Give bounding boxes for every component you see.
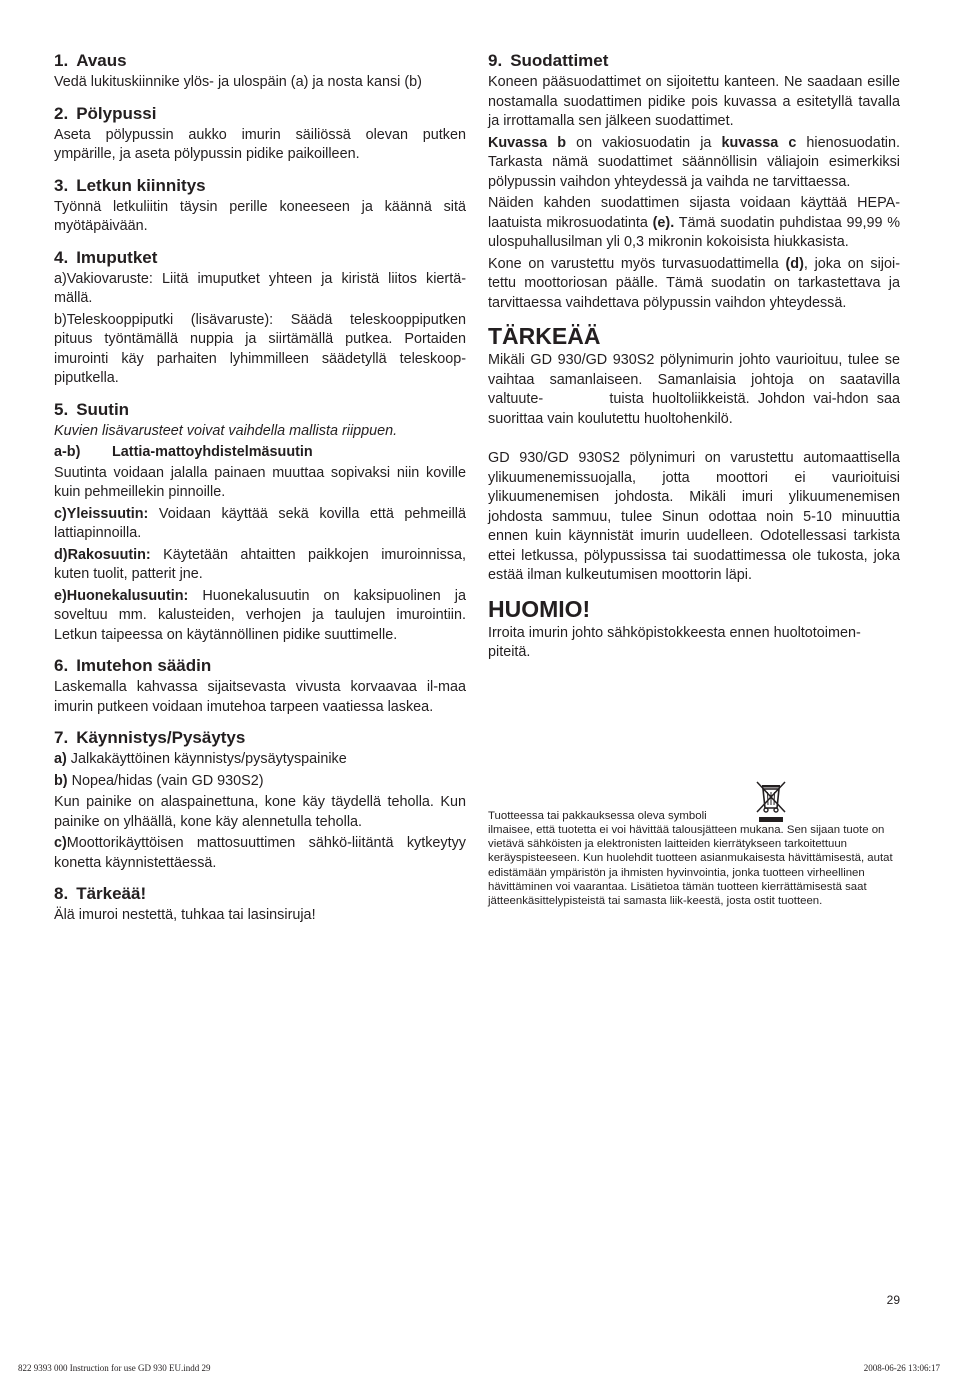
section-text: b)Teleskooppiputki (lisävaruste): Säädä teleskooppiputken pituus työntämällä nuppia ja siirtämällä putkea. Portaiden imurointi käy parhaiten lyhimmilleen säädetyllä teleskoop-piputkella. bbox=[54, 311, 466, 386]
footer-timestamp: 2008-06-26 13:06:17 bbox=[863, 1363, 940, 1373]
section-title: Pölypussi bbox=[76, 103, 157, 123]
section-title: Imutehon säädin bbox=[76, 656, 212, 675]
item-label: c)Yleissuutin: bbox=[54, 505, 149, 522]
left-column bbox=[54, 50, 466, 936]
item-label: d)Rakosuutin: bbox=[54, 546, 151, 563]
section-polypussi bbox=[54, 103, 466, 165]
section-number: 3. bbox=[54, 175, 69, 195]
section-title: Tärkeää! bbox=[76, 884, 147, 903]
huomio-heading: HUOMIO! bbox=[488, 595, 591, 622]
page-number: 29 bbox=[886, 1293, 900, 1307]
section-text: Työnnä letkuliitin täysin perille koneeseen ja käännä sitä myötäpäivään. bbox=[54, 198, 466, 234]
paragraph-text: on vakiosuodatin ja bbox=[566, 134, 722, 151]
important-heading: TÄRKEÄÄ bbox=[488, 323, 601, 349]
section-heading bbox=[488, 50, 900, 71]
section-text: Älä imuroi nestettä, tuhkaa tai lasinsiruja! bbox=[54, 907, 316, 923]
section-kaynnistys bbox=[54, 727, 466, 873]
section-letkun-kiinnitys bbox=[54, 175, 466, 237]
recycling-text: ilmaisee, että tuotetta ei voi hävittää talousjätteen mukana. Sen sijaan tuote on vietävä sähköisten ja elektronisten laitteiden kierrätykseen tarkoitettuun keräyspisteeseen. Kun huolehdit tuotteen asianmukaisesta hävittämisestä, autat edistämään ympäristön ja ihmisten hyvinvointia, jonka tuotteen virheellinen hävittäminen voi vaarantaa. Lisätietoa tämän tuotteen kierrättämisestä saat jätteenkäsittelypisteistä tai samasta liik-keestä, josta ostit tuotteen. bbox=[488, 823, 893, 908]
recycling-notice bbox=[488, 809, 900, 909]
item-text: Moottorikäyttöisen mattosuuttimen sähkö-liitäntä kytkeytyy konetta käynnistettäessä. bbox=[54, 835, 466, 871]
paragraph-text: hienosuodatin. Tarkasta nämä suodattimet säännöllisin väliajoin esimerkiksi pölypussin vaihdon yhteydessä ja vaihda ne tarvittaessa. bbox=[488, 134, 901, 190]
accessory-note: Kuvien lisävarusteet voivat vaihdella mallista riippuen. bbox=[54, 422, 398, 439]
section-number: 5. bbox=[54, 399, 69, 419]
section-heading bbox=[54, 655, 466, 676]
section-heading bbox=[54, 883, 466, 904]
paragraph-text: , joka on sijoi-tettu moottoriosan päälle. Tämä suodatin on tarkastettava ja tarvittaessa vaihdettava pölypussin vaihdon yhteydessä. bbox=[488, 255, 900, 311]
section-heading bbox=[54, 175, 466, 196]
item-text: Huonekalusuutin on kaksipuolinen ja soveltuu mm. kalusteiden, verhojen ja taulujen imurointiin. Letkun taipeessa on käytännöllinen pidike suuttimelle. bbox=[54, 587, 466, 643]
switch-item bbox=[54, 750, 466, 770]
nozzle-item bbox=[54, 505, 466, 544]
safety-filter-paragraph bbox=[488, 255, 900, 314]
section-number: 9. bbox=[488, 51, 503, 70]
figure-ref: (d) bbox=[785, 255, 804, 272]
section-text: Vedä lukituskiinnike ylös- ja ulospäin (a) ja nosta kansi (b) bbox=[54, 74, 422, 90]
section-text: Irroita imurin johto sähköpistokkeesta ennen huoltotoimen-piteitä. bbox=[488, 624, 861, 660]
section-important bbox=[488, 323, 936, 586]
item-text: Jalkakäyttöinen käynnistys/pysäytyspainike bbox=[66, 751, 347, 767]
filter-paragraph bbox=[488, 134, 900, 193]
overheat-text: GD 930/GD 930S2 pölynimuri on varustettu automaattisella ylikuumenemissuojalla, jotta moottori ei vaurioituisi ylikuumenemisen johdosta. Mikäli imuri ylikuumenemisen johdosta sammuu, tulee Sinun odottaa noin 5-10 minuuttia ennen kuin käynnistät imurin uudelleen. Odotellessasi tarkista ettei letkussa, pölypussissa tai suodattimessa ole tukosta, joka estää ilman kulkeutumisen moottorin läpi. bbox=[488, 450, 900, 583]
section-number: 6. bbox=[54, 656, 69, 675]
figure-ref: kuvassa c bbox=[721, 134, 797, 151]
section-number: 7. bbox=[54, 728, 69, 747]
section-text: a)Vakiovaruste: Liitä imuputket yhteen ja kiristä liitos kiertä-mällä. bbox=[54, 270, 466, 306]
section-title: Suutin bbox=[76, 399, 130, 419]
section-title: Letkun kiinnitys bbox=[76, 175, 206, 195]
figure-ref: Kuvassa b bbox=[488, 134, 567, 151]
section-text: Aseta pölypussin aukko imurin säiliössä olevan putken ympärille, ja aseta pölypussin pidike paikoilleen. bbox=[54, 126, 466, 162]
paragraph-text: Näiden kahden suodattimen sijasta voidaan käyttää HEPA-laatuista mikrosuodatinta bbox=[488, 195, 900, 231]
figure-ref: (e). bbox=[652, 214, 675, 231]
section-text: Kun painike on alaspainettuna, kone käy täydellä teholla. Kun painike on ylhäällä, kone käy alennetulla teholla. bbox=[54, 794, 466, 830]
switch-item bbox=[54, 772, 466, 792]
section-text: Suutinta voidaan jalalla painaen muuttaa sopivaksi niin koville kuin pehmeillekin pinnoille. bbox=[54, 464, 466, 500]
section-title: Suodattimet bbox=[510, 51, 609, 70]
cord-warning-text: Mikäli GD 930/GD 930S2 pölynimurin johto vaurioituu, tulee se vaihtaa samanlaiseen. Samanlaisia johtoja on saatavilla valtuute- tuista huoltoliikkeistä. Johdon vai-hdon saa suorittaa vain koulutettu huoltohenkilö. bbox=[488, 352, 936, 427]
section-title: Käynnistys/Pysäytys bbox=[76, 728, 246, 747]
item-text: Käytetään ahtaitten paikkojen imuroinnissa, kuten tuolit, patterit jne. bbox=[54, 546, 466, 582]
section-text: Laskemalla kahvassa sijaitsevasta vivusta korvaavaa il-maa imurin putkeen voidaan imutehoa tarpeen vaatiessa laskea. bbox=[54, 679, 466, 715]
section-imutehon-saadin bbox=[54, 655, 466, 717]
item-label: a) bbox=[54, 751, 67, 767]
item-text: Nopea/hidas (vain GD 930S2) bbox=[67, 772, 264, 789]
item-label: b) bbox=[54, 772, 68, 789]
subheading bbox=[54, 443, 466, 463]
subheading-title: Lattia-mattoyhdistelmäsuutin bbox=[112, 444, 313, 460]
recycling-text-lead: Tuotteessa tai pakkauksessa oleva symboli bbox=[488, 809, 707, 822]
nozzle-item bbox=[54, 546, 466, 585]
crossed-out-wheelie-bin-icon bbox=[754, 779, 788, 823]
paragraph-text: Kone on varustettu myös turvasuodattimella bbox=[488, 255, 786, 272]
item-label: e)Huonekalusuutin: bbox=[54, 587, 189, 604]
section-heading bbox=[54, 247, 466, 268]
item-text: Voidaan käyttää sekä kovilla että pehmeillä lattiapinnoilla. bbox=[54, 505, 466, 541]
section-heading bbox=[54, 103, 466, 124]
nozzle-item bbox=[54, 587, 466, 646]
hepa-paragraph bbox=[488, 194, 900, 253]
switch-item bbox=[54, 834, 466, 873]
section-suutin bbox=[54, 399, 466, 646]
section-avaus bbox=[54, 50, 466, 93]
section-heading bbox=[54, 50, 466, 71]
paragraph-text: Tämä suodatin puhdistaa 99,99 % ulospuhallusilman yli 0,3 mikronin kokoisista hiukkasista. bbox=[488, 214, 900, 250]
right-column bbox=[488, 50, 936, 909]
section-text: Koneen pääsuodattimet on sijoitettu kanteen. Ne saadaan esille nostamalla suodattimen pidike pois kuvassa a esitetyllä tavalla ja irrottamalla sen jälkeen suodattimet. bbox=[488, 74, 900, 129]
section-number: 4. bbox=[54, 247, 69, 267]
section-heading bbox=[54, 399, 466, 420]
section-huomio bbox=[488, 596, 900, 663]
item-label: c) bbox=[54, 835, 67, 851]
section-title: Avaus bbox=[76, 51, 127, 70]
section-number: 2. bbox=[54, 103, 69, 123]
section-heading bbox=[54, 727, 466, 748]
subheading-code: a-b) bbox=[54, 444, 81, 460]
section-imuputket bbox=[54, 247, 466, 389]
section-suodattimet bbox=[488, 50, 900, 313]
section-tarkeaa bbox=[54, 883, 466, 926]
section-title: Imuputket bbox=[76, 247, 158, 267]
section-number: 8. bbox=[54, 884, 69, 903]
section-number: 1. bbox=[54, 51, 69, 70]
footer-filename: 822 9393 000 Instruction for use GD 930 EU.indd 29 bbox=[18, 1363, 211, 1373]
